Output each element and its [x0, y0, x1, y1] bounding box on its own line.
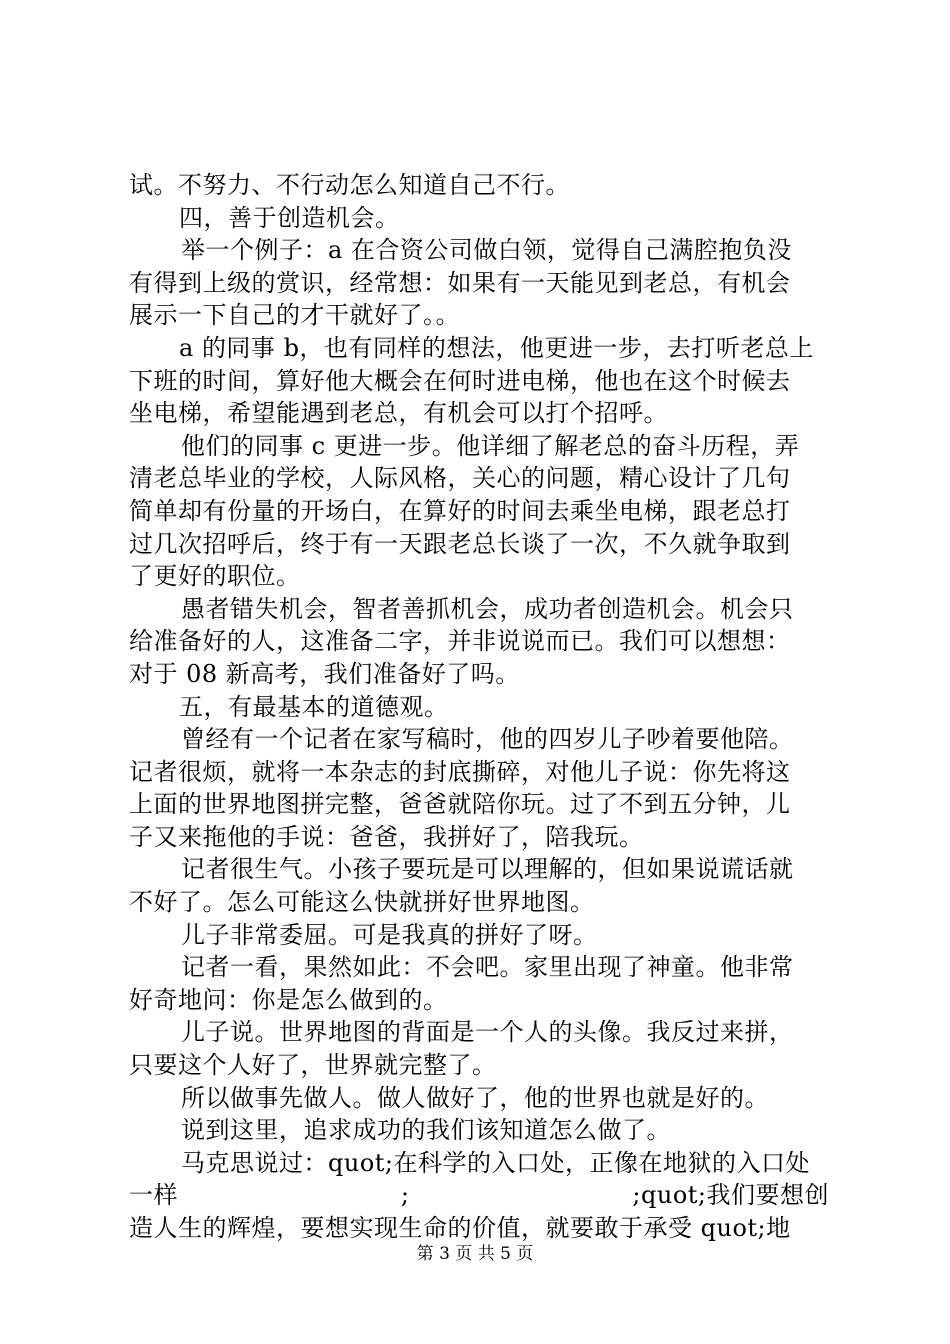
text-line: 试。不努力、不行动怎么知道自己不行。	[129, 171, 570, 199]
section-heading: 四，善于创造机会。	[179, 203, 400, 232]
text-line: 说到这里，追求成功的我们该知道怎么做了。	[181, 1116, 671, 1145]
split-part-2: ;	[400, 1181, 410, 1210]
text-line: 曾经有一个记者在家写稿时，他的四岁儿子吵着要他陪。	[181, 725, 794, 754]
text-line: 简单却有份量的开场白，在算好的时间去乘坐电梯，跟老总打	[129, 496, 791, 525]
page-number-label: 第 3 页 共 5 页	[416, 1244, 534, 1264]
text-line: 清老总毕业的学校，人际风格，关心的问题，精心设计了几句	[129, 464, 791, 493]
split-text-line	[129, 1179, 829, 1212]
text-line: 他们的同事 c 更进一步。他详细了解老总的奋斗历程，弄	[181, 431, 800, 460]
page-footer	[0, 1242, 950, 1266]
text-line: 造人生的辉煌，要想实现生命的价值，就要敢于承受 quot;地	[129, 1214, 791, 1242]
text-line: a 的同事 b，也有同样的想法，他更进一步，去打听老总上	[179, 333, 814, 362]
text-line: 记者一看，果然如此：不会吧。家里出现了神童。他非常	[181, 953, 794, 982]
text-line: 坐电梯，希望能遇到老总，有机会可以打个招呼。	[129, 399, 668, 428]
text-line: 展示一下自己的才干就好了。。	[129, 301, 460, 330]
text-line: 不好了。怎么可能这么快就拼好世界地图。	[129, 888, 595, 917]
text-line: 记者很烦，就将一本杂志的封底撕碎，对他儿子说：你先将这	[129, 757, 791, 786]
text-line: 过几次招呼后，终于有一天跟老总长谈了一次，不久就争取到	[129, 529, 791, 558]
text-line: 愚者错失机会，智者善抓机会，成功者创造机会。机会只	[181, 594, 794, 623]
text-line: 儿子说。世界地图的背面是一个人的头像。我反过来拼，	[181, 1018, 794, 1047]
document-body	[129, 169, 829, 1245]
text-line: 只要这个人好了，世界就完整了。	[129, 1051, 497, 1080]
text-line: 上面的世界地图拼完整，爸爸就陪你玩。过了不到五分钟，儿	[129, 790, 791, 819]
split-part-1: 一样	[129, 1181, 178, 1210]
section-heading: 五，有最基本的道德观。	[179, 692, 449, 721]
text-line: 所以做事先做人。做人做好了，他的世界也就是好的。	[181, 1083, 769, 1112]
text-line: 好奇地问：你是怎么做到的。	[129, 985, 448, 1014]
text-line: 儿子非常委屈。可是我真的拼好了呀。	[181, 920, 598, 949]
text-line: 记者很生气。小孩子要玩是可以理解的，但如果说谎话就	[181, 855, 794, 884]
text-line: 给准备好的人，这准备二字，并非说说而已。我们可以想想：	[129, 627, 791, 656]
split-part-3: ;quot;我们要想创	[632, 1181, 829, 1210]
text-line: 举一个例子：a 在合资公司做白领，觉得自己满腔抱负没	[181, 236, 792, 265]
text-line: 下班的时间，算好他大概会在何时进电梯，他也在这个时候去	[129, 366, 791, 395]
text-line: 对于 08 新高考，我们准备好了吗。	[129, 659, 520, 688]
text-line: 有得到上级的赏识，经常想：如果有一天能见到老总，有机会	[129, 268, 791, 297]
text-line: 马克思说过：quot;在科学的入口处，正像在地狱的入口处	[181, 1148, 810, 1177]
text-line: 子又来拖他的手说：爸爸，我拼好了，陪我玩。	[129, 822, 644, 851]
text-line: 了更好的职位。	[129, 562, 301, 591]
